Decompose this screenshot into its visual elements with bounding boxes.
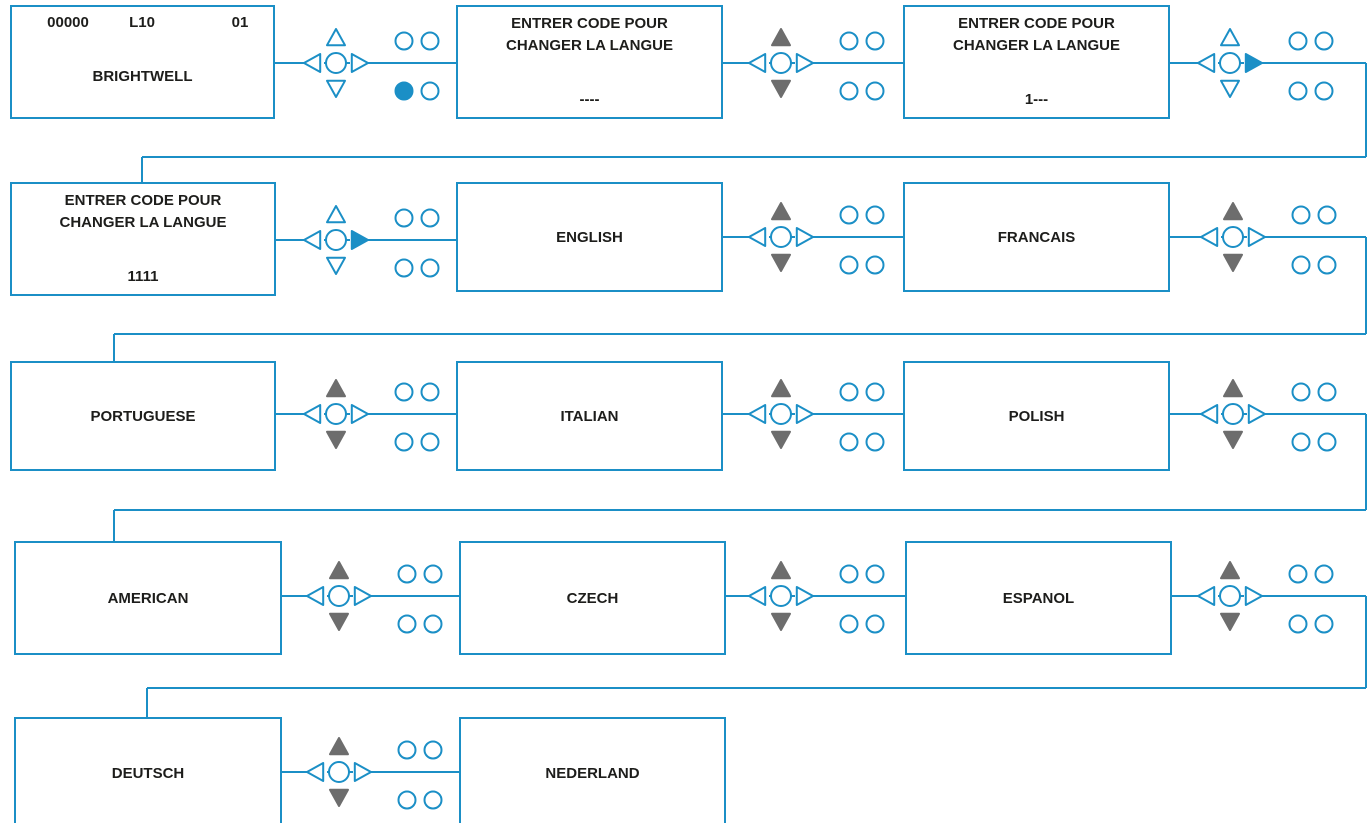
bottom-right-circle-icon	[1316, 616, 1333, 633]
up-arrow-icon	[1221, 29, 1239, 45]
bottom-right-circle-icon	[867, 257, 884, 274]
keypad-13	[295, 738, 442, 809]
top-right-circle-icon	[1319, 207, 1336, 224]
down-arrow-icon	[327, 258, 345, 274]
right-arrow-icon	[355, 763, 371, 781]
display-screens	[11, 6, 1171, 823]
bottom-left-circle-icon	[396, 83, 413, 100]
bottom-right-circle-icon	[425, 616, 442, 633]
keypad-4	[292, 206, 439, 277]
right-arrow-icon	[1249, 228, 1265, 246]
left-arrow-icon	[1198, 587, 1214, 605]
bottom-right-circle-icon	[867, 434, 884, 451]
prompt-line-2: CHANGER LA LANGUE	[953, 37, 1120, 54]
right-arrow-icon	[352, 405, 368, 423]
screen-code-empty	[457, 6, 722, 118]
center-button-icon	[1223, 404, 1243, 424]
left-arrow-icon	[1201, 405, 1217, 423]
keypad-11	[737, 562, 884, 633]
keypad-7	[292, 380, 439, 451]
language-text: POLISH	[1008, 408, 1065, 425]
brand-text: BRIGHTWELL	[92, 68, 193, 85]
up-arrow-icon	[327, 206, 345, 222]
down-arrow-icon	[330, 790, 348, 806]
bottom-left-circle-icon	[1290, 83, 1307, 100]
language-text: FRANCAIS	[997, 229, 1076, 246]
right-arrow-icon	[355, 587, 371, 605]
down-arrow-icon	[1224, 432, 1242, 448]
bottom-left-circle-icon	[396, 260, 413, 277]
screen-portuguese	[11, 362, 275, 470]
down-arrow-icon	[327, 432, 345, 448]
language-text: NEDERLAND	[545, 765, 640, 782]
top-left-circle-icon	[1290, 566, 1307, 583]
top-right-circle-icon	[1316, 33, 1333, 50]
screen-czech	[460, 542, 725, 654]
top-right-circle-icon	[425, 566, 442, 583]
top-right-circle-icon	[1319, 384, 1336, 401]
flow-connectors	[114, 63, 1366, 772]
top-right-circle-icon	[425, 742, 442, 759]
down-arrow-icon	[327, 81, 345, 97]
top-left-circle-icon	[1290, 33, 1307, 50]
down-arrow-icon	[772, 614, 790, 630]
prompt-line-2: CHANGER LA LANGUE	[59, 214, 227, 231]
bottom-left-circle-icon	[1293, 434, 1310, 451]
top-left-circle-icon	[841, 384, 858, 401]
up-arrow-icon	[327, 29, 345, 45]
bottom-left-circle-icon	[399, 616, 416, 633]
bottom-left-circle-icon	[396, 434, 413, 451]
model-text: L10	[129, 14, 155, 31]
center-button-icon	[329, 762, 349, 782]
screen-american	[15, 542, 281, 654]
keypad-8	[737, 380, 884, 451]
top-left-circle-icon	[396, 384, 413, 401]
top-left-circle-icon	[396, 210, 413, 227]
keypad-9	[1189, 380, 1336, 451]
down-arrow-icon	[772, 81, 790, 97]
center-button-icon	[771, 227, 791, 247]
top-right-circle-icon	[1316, 566, 1333, 583]
up-arrow-icon	[330, 562, 348, 578]
screen-home	[11, 6, 274, 118]
bottom-right-circle-icon	[422, 434, 439, 451]
language-text: PORTUGUESE	[90, 408, 196, 425]
up-arrow-icon	[772, 562, 790, 578]
left-arrow-icon	[307, 587, 323, 605]
center-button-icon	[1223, 227, 1243, 247]
left-arrow-icon	[307, 763, 323, 781]
bottom-left-circle-icon	[1290, 616, 1307, 633]
code-entry-text: ----	[579, 91, 600, 108]
bottom-left-circle-icon	[841, 83, 858, 100]
top-left-circle-icon	[396, 33, 413, 50]
language-text: DEUTSCH	[111, 765, 185, 782]
up-arrow-icon	[1224, 203, 1242, 219]
down-arrow-icon	[330, 614, 348, 630]
up-arrow-icon	[772, 380, 790, 396]
top-left-circle-icon	[1293, 384, 1310, 401]
bottom-right-circle-icon	[422, 260, 439, 277]
center-button-icon	[771, 53, 791, 73]
top-right-circle-icon	[867, 207, 884, 224]
top-right-circle-icon	[867, 33, 884, 50]
keypad-2	[737, 29, 884, 100]
bottom-left-circle-icon	[1293, 257, 1310, 274]
center-button-icon	[326, 230, 346, 250]
right-arrow-icon	[797, 405, 813, 423]
left-arrow-icon	[304, 231, 320, 249]
up-arrow-icon	[772, 203, 790, 219]
right-arrow-icon	[352, 54, 368, 72]
down-arrow-icon	[772, 255, 790, 271]
language-text: ITALIAN	[560, 408, 619, 425]
bottom-left-circle-icon	[841, 616, 858, 633]
up-arrow-icon	[330, 738, 348, 754]
right-arrow-icon	[797, 54, 813, 72]
bottom-left-circle-icon	[841, 434, 858, 451]
language-text: ENGLISH	[556, 229, 623, 246]
channel-text: 01	[231, 14, 249, 31]
screen-english	[457, 183, 722, 291]
bottom-right-circle-icon	[1316, 83, 1333, 100]
top-left-circle-icon	[1293, 207, 1310, 224]
keypad-12	[1186, 562, 1333, 633]
right-arrow-icon	[797, 228, 813, 246]
counter-text: 00000	[47, 14, 89, 31]
center-button-icon	[326, 53, 346, 73]
keypad-3	[1186, 29, 1333, 100]
center-button-icon	[326, 404, 346, 424]
right-arrow-icon	[1246, 54, 1262, 72]
left-arrow-icon	[749, 405, 765, 423]
right-arrow-icon	[1246, 587, 1262, 605]
keypads	[292, 29, 1336, 809]
center-button-icon	[1220, 53, 1240, 73]
prompt-line-2: CHANGER LA LANGUE	[506, 37, 673, 54]
screen-espanol	[906, 542, 1171, 654]
code-entry-text: 1---	[1024, 91, 1049, 108]
center-button-icon	[771, 404, 791, 424]
code-entry-text: 1111	[127, 268, 159, 285]
center-button-icon	[771, 586, 791, 606]
prompt-line-1: ENTRER CODE POUR	[64, 192, 222, 209]
keypad-5	[737, 203, 884, 274]
up-arrow-icon	[1221, 562, 1239, 578]
left-arrow-icon	[749, 587, 765, 605]
right-arrow-icon	[352, 231, 368, 249]
left-arrow-icon	[1201, 228, 1217, 246]
prompt-line-1: ENTRER CODE POUR	[511, 15, 668, 32]
left-arrow-icon	[304, 405, 320, 423]
left-arrow-icon	[304, 54, 320, 72]
screen-polish	[904, 362, 1169, 470]
down-arrow-icon	[772, 432, 790, 448]
top-left-circle-icon	[399, 742, 416, 759]
up-arrow-icon	[1224, 380, 1242, 396]
down-arrow-icon	[1221, 614, 1239, 630]
screen-code-1111	[11, 183, 275, 295]
right-arrow-icon	[797, 587, 813, 605]
screen-nederland	[460, 718, 725, 823]
center-button-icon	[1220, 586, 1240, 606]
top-right-circle-icon	[422, 210, 439, 227]
down-arrow-icon	[1221, 81, 1239, 97]
bottom-right-circle-icon	[867, 616, 884, 633]
bottom-right-circle-icon	[867, 83, 884, 100]
top-left-circle-icon	[841, 566, 858, 583]
screen-francais	[904, 183, 1169, 291]
top-right-circle-icon	[867, 384, 884, 401]
keypad-6	[1189, 203, 1336, 274]
left-arrow-icon	[749, 228, 765, 246]
up-arrow-icon	[772, 29, 790, 45]
keypad-10	[295, 562, 442, 633]
bottom-left-circle-icon	[841, 257, 858, 274]
top-right-circle-icon	[422, 384, 439, 401]
bottom-right-circle-icon	[422, 83, 439, 100]
screen-code-1	[904, 6, 1169, 118]
top-right-circle-icon	[422, 33, 439, 50]
language-text: CZECH	[566, 590, 619, 607]
top-left-circle-icon	[841, 207, 858, 224]
top-right-circle-icon	[867, 566, 884, 583]
bottom-left-circle-icon	[399, 792, 416, 809]
screen-italian	[457, 362, 722, 470]
language-text: ESPANOL	[1002, 590, 1075, 607]
bottom-right-circle-icon	[1319, 257, 1336, 274]
keypad-1	[292, 29, 439, 100]
bottom-right-circle-icon	[425, 792, 442, 809]
top-left-circle-icon	[841, 33, 858, 50]
up-arrow-icon	[327, 380, 345, 396]
screen-deutsch	[15, 718, 281, 823]
language-text: AMERICAN	[107, 590, 189, 607]
left-arrow-icon	[1198, 54, 1214, 72]
bottom-right-circle-icon	[1319, 434, 1336, 451]
prompt-line-1: ENTRER CODE POUR	[958, 15, 1115, 32]
down-arrow-icon	[1224, 255, 1242, 271]
left-arrow-icon	[749, 54, 765, 72]
top-left-circle-icon	[399, 566, 416, 583]
center-button-icon	[329, 586, 349, 606]
right-arrow-icon	[1249, 405, 1265, 423]
